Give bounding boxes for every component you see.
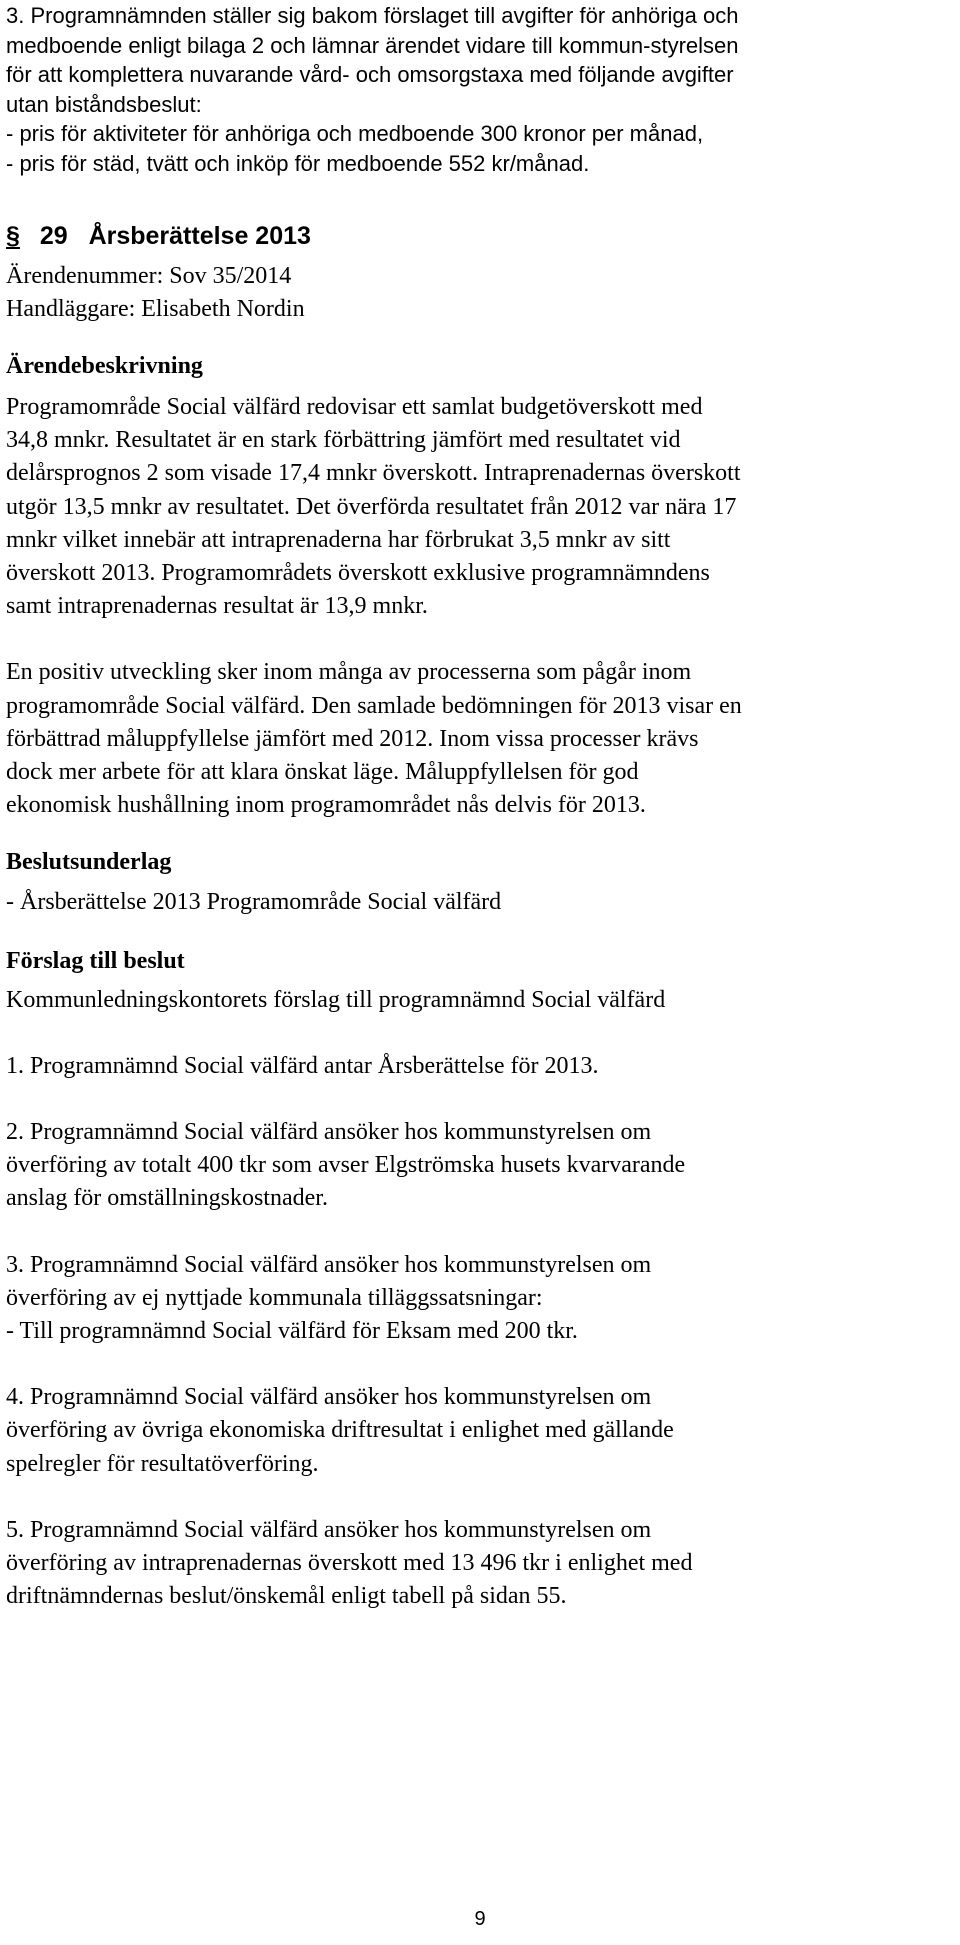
document-page [6,0,956,1613]
section-heading [6,216,956,256]
text-line: mnkr vilket innebär att intraprenaderna har förbrukat 3,5 mnkr av sitt [6,526,671,553]
text-line: överskott 2013. Programområdets överskott exklusive programnämndens [6,560,710,587]
text-line: spelregler för resultatöverföring. [6,1450,319,1477]
case-handler: Handläggare: Elisabeth Nordin [6,296,305,322]
forslag-heading: Förslag till beslut [6,947,185,974]
text-line: - pris för städ, tvätt och inköp för medboende 552 kr/månad. [6,150,590,176]
text-line: ekonomisk hushållning inom programområdet nås delvis för 2013. [6,792,646,819]
text-line: programområde Social välfärd. Den samlade bedömningen för 2013 visar en [6,692,742,719]
text-line: delårsprognos 2 som visade 17,4 mnkr överskott. Intraprenadernas överskott [6,460,741,487]
arendebeskrivning-paragraph-1 [6,391,956,623]
page-number: 9 [474,1908,486,1930]
text-line: 1. Programnämnd Social välfärd antar Årsberättelse för 2013. [6,1052,599,1079]
beslutsunderlag-heading: Beslutsunderlag [6,849,172,876]
text-line: 3. Programnämnden ställer sig bakom förslaget till avgifter för anhöriga och [6,3,739,28]
case-meta [6,260,956,326]
arendebeskrivning-paragraph-2 [6,656,956,822]
arendebeskrivning-heading: Ärendebeskrivning [6,353,203,379]
intro-paragraph [6,1,956,178]
beslutsunderlag-item: - Årsberättelse 2013 Programområde Social välfärd [6,889,502,916]
text-line: utan biståndsbeslut: [6,91,202,117]
forslag-point-3 [6,1249,956,1349]
section-title: Årsberättelse 2013 [88,222,311,250]
text-line: Programområde Social välfärd redovisar ett samlat budgetöverskott med [6,394,703,420]
text-line: - pris för aktiviteter för anhöriga och medboende 300 kronor per månad, [6,121,704,146]
text-line: 3. Programnämnd Social välfärd ansöker hos kommunstyrelsen om [6,1251,652,1278]
section-sign: § [6,222,20,250]
text-line: 34,8 mnkr. Resultatet är en stark förbättring jämfört med resultatet vid [6,427,681,454]
text-line: medboende enligt bilaga 2 och lämnar ärendet vidare till kommun-styrelsen [6,32,739,58]
text-line: överföring av ej nyttjade kommunala tilläggssatsningar: [6,1284,543,1311]
text-line: 5. Programnämnd Social välfärd ansöker hos kommunstyrelsen om [6,1516,652,1543]
forslag-intro: Kommunledningskontorets förslag till programnämnd Social välfärd [6,986,666,1013]
text-line: anslag för omställningskostnader. [6,1185,328,1212]
text-line: 2. Programnämnd Social välfärd ansöker hos kommunstyrelsen om [6,1119,652,1146]
text-line: En positiv utveckling sker inom många av processerna som pågår inom [6,659,692,686]
text-line: förbättrad måluppfyllelse jämfört med 2012. Inom vissa processer krävs [6,725,699,752]
text-line: 4. Programnämnd Social välfärd ansöker hos kommunstyrelsen om [6,1384,652,1411]
text-line: driftnämndernas beslut/önskemål enligt tabell på sidan 55. [6,1583,567,1610]
text-line: överföring av totalt 400 tkr som avser Elgströmska husets kvarvarande [6,1152,686,1179]
forslag-section [6,945,956,1614]
text-line: överföring av intraprenadernas överskott med 13 496 tkr i enlighet med [6,1550,693,1577]
text-line: för att komplettera nuvarande vård- och omsorgstaxa med följande avgifter [6,62,734,87]
forslag-point-5 [6,1514,956,1614]
forslag-point-2 [6,1116,956,1216]
arendebeskrivning-section [6,350,956,822]
beslutsunderlag-section [6,846,956,919]
forslag-point-1 [6,1050,956,1083]
text-line: överföring av övriga ekonomiska driftresultat i enlighet med gällande [6,1417,674,1444]
text-line: dock mer arbete för att klara önskat läge. Måluppfyllelsen för god [6,759,639,786]
case-number: Ärendenummer: Sov 35/2014 [6,263,292,289]
text-line: utgör 13,5 mnkr av resultatet. Det överförda resultatet från 2012 var nära 17 [6,493,737,520]
text-line: samt intraprenadernas resultat är 13,9 mnkr. [6,593,428,620]
section-number: 29 [39,222,68,250]
text-line: - Till programnämnd Social välfärd för Eksam med 200 tkr. [6,1318,578,1345]
forslag-point-4 [6,1381,956,1481]
